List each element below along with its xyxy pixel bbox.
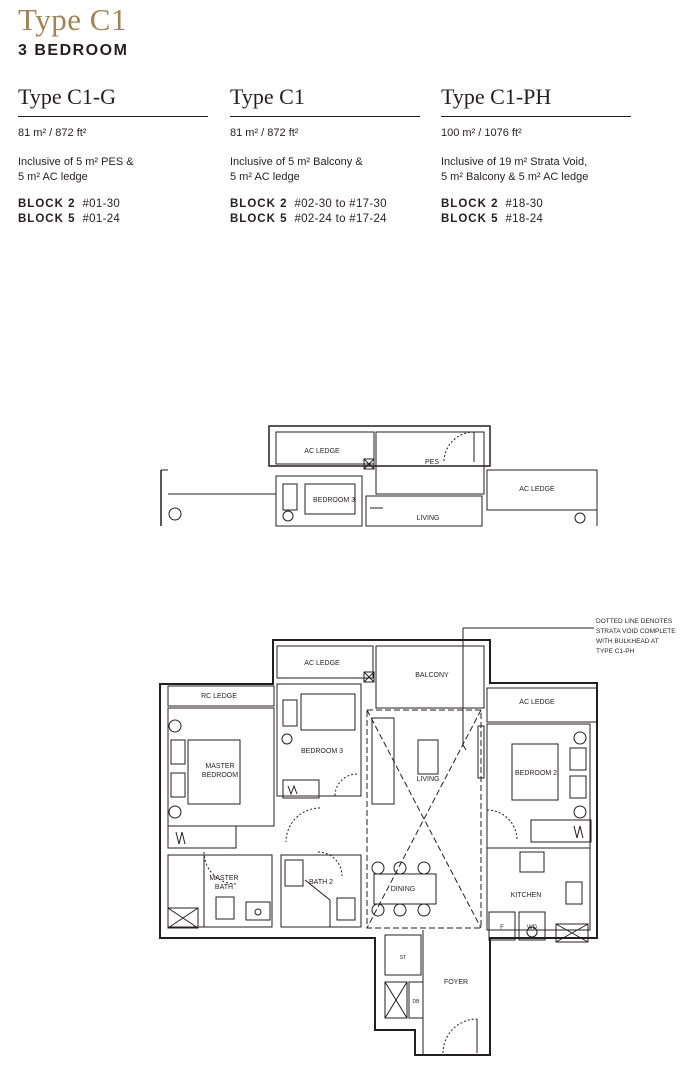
unit-name: Type C1-G [18,84,208,117]
unit-area: 81 m² / 872 ft² [230,127,299,139]
room-label: LIVING [416,776,440,783]
block-units: #02-24 to #17-24 [294,213,387,225]
block-units: #01-30 [82,198,121,210]
room-label: MASTER [209,875,239,882]
room-label: MASTER [205,763,235,770]
room-label: AC LEDGE [304,660,340,667]
unit-name: Type C1 [230,84,420,117]
page-title: Type C1 [18,2,127,37]
unit-area: 100 m² / 1076 ft² [441,127,522,139]
room-label: AC LEDGE [519,699,555,706]
room-label: BEDROOM 2 [514,770,558,777]
room-label: LIVING [416,515,440,522]
room-label: AC LEDGE [519,486,555,493]
block-units: #18-24 [505,213,544,225]
block-units: #01-24 [82,213,121,225]
appliance-label: F [500,925,504,931]
room-label: BALCONY [415,672,449,679]
block-units: #02-30 to #17-30 [294,198,387,210]
inclusive-line: Inclusive of 5 m² Balcony & [230,156,363,168]
inclusive-line: Inclusive of 19 m² Strata Void, [441,156,588,168]
block-label: BLOCK 5 [230,213,288,225]
room-label: PES [424,459,440,466]
block-label: BLOCK 5 [18,213,76,225]
note-text: STRATA VOID COMPLETE [596,628,676,635]
page-subtitle: 3 BEDROOM [18,42,129,59]
unit-name: Type C1-PH [441,84,631,117]
inclusive-line: 5 m² AC ledge [230,171,300,183]
unit-area: 81 m² / 872 ft² [18,127,87,139]
room-label: BATH [214,884,234,891]
room-label: FOYER [443,979,469,986]
block-label: BLOCK 2 [230,198,288,210]
block-label: BLOCK 5 [441,213,499,225]
note-text: WITH BULKHEAD AT [596,638,659,645]
room-label: RC LEDGE [201,693,237,700]
partial-floor-plan [161,426,597,526]
block-units: #18-30 [505,198,544,210]
room-label: DB [412,999,420,1005]
room-label: BEDROOM 3 [312,497,356,504]
room-label: BEDROOM 3 [300,748,344,755]
room-label: AC LEDGE [304,448,340,455]
inclusive-line: 5 m² AC ledge [18,171,88,183]
note-text: TYPE C1-PH [596,648,635,655]
note-text: DOTTED LINE DENOTES [596,618,673,625]
block-label: BLOCK 2 [18,198,76,210]
inclusive-line: 5 m² Balcony & 5 m² AC ledge [441,171,589,183]
room-label: BEDROOM [201,772,239,779]
room-label: KITCHEN [510,892,542,899]
room-label: BATH 2 [309,879,333,886]
room-label: DINING [390,886,416,893]
appliance-label: WD [527,925,537,931]
block-label: BLOCK 2 [441,198,499,210]
inclusive-line: Inclusive of 5 m² PES & [18,156,134,168]
room-label: ST [399,955,407,961]
